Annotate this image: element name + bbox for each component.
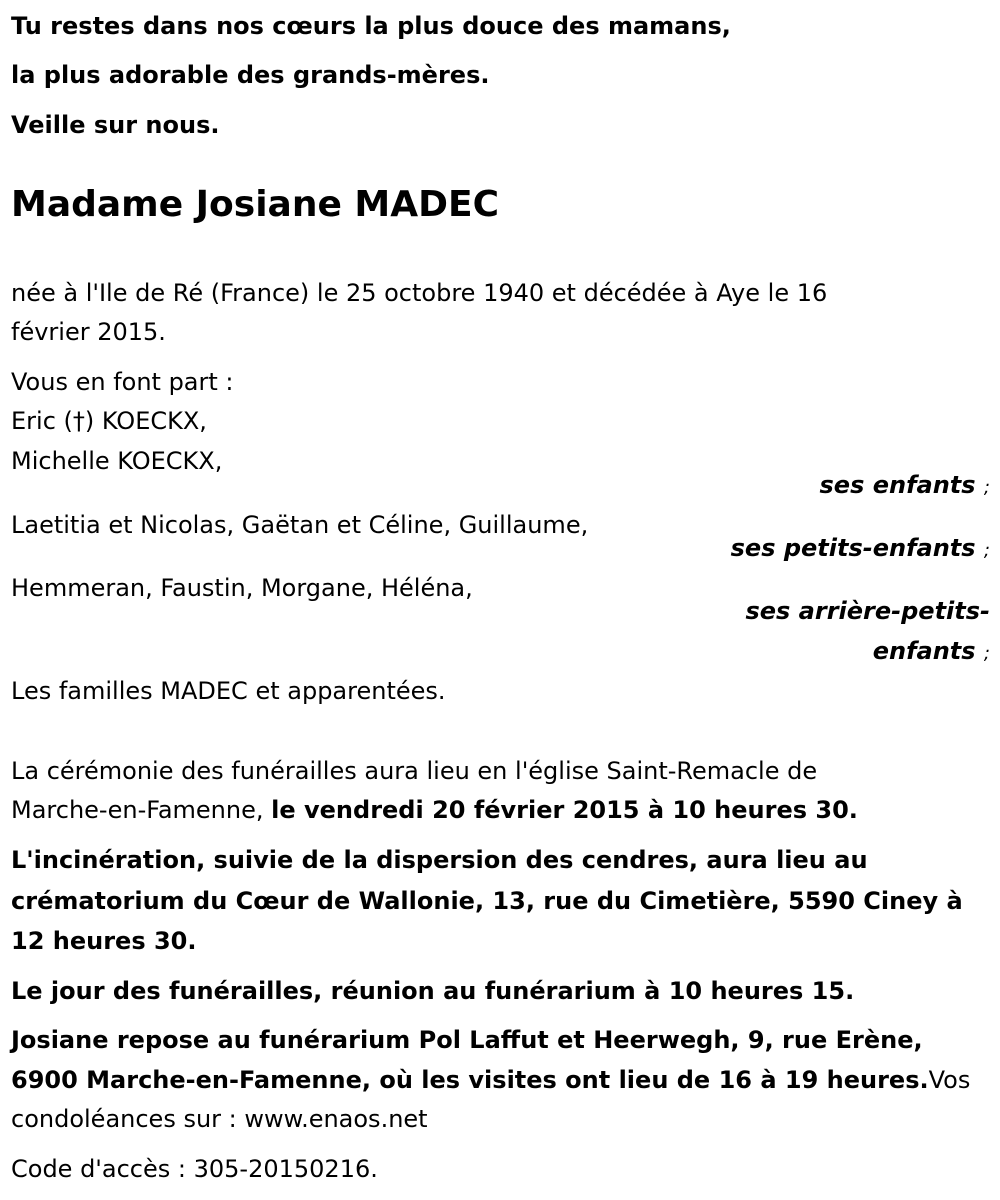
ceremony-line-1: La cérémonie des funérailles aura lieu en l'église Saint-Remacle de	[11, 757, 818, 785]
epitaph-line-3: Veille sur nous.	[11, 111, 220, 139]
relation-grandchildren	[731, 528, 990, 571]
birth-death-line-2: février 2015.	[11, 318, 166, 346]
epitaph-line-2: la plus adorable des grands-mères.	[11, 61, 490, 89]
relation-separator: ;	[983, 643, 990, 664]
families-line: Les familles MADEC et apparentées.	[11, 677, 446, 705]
announcement-intro: Vous en font part :	[11, 368, 234, 396]
repose-line-1: Josiane repose au funérarium Pol Laffut et Heerwegh, 9, rue Erène,	[11, 1026, 923, 1054]
birth-death-line-1: née à l'Ile de Ré (France) le 25 octobre 1940 et décédée à Aye le 16	[11, 279, 828, 307]
grandchildren-names: Laetitia et Nicolas, Gaëtan et Céline, Guillaume,	[11, 511, 589, 539]
relation-children	[820, 465, 990, 508]
epitaph-line-1: Tu restes dans nos cœurs la plus douce des mamans,	[11, 12, 731, 40]
gathering-line: Le jour des funérailles, réunion au funérarium à 10 heures 15.	[11, 977, 855, 1005]
relation-great-grandchildren-line-2	[873, 631, 990, 674]
cremation-line-2: crématorium du Cœur de Wallonie, 13, rue du Cimetière, 5590 Ciney à	[11, 887, 963, 915]
access-code: Code d'accès : 305-20150216.	[11, 1155, 378, 1183]
ceremony-date: le vendredi 20 février 2015 à 10 heures 30.	[271, 796, 858, 824]
relation-great-grandchildren-line-1: ses arrière-petits-	[745, 597, 990, 625]
relation-children-label: ses enfants	[819, 471, 976, 499]
visits-info: 6900 Marche-en-Famenne, où les visites ont lieu de 16 à 19 heures.	[11, 1066, 929, 1094]
ceremony-place: Marche-en-Famenne,	[11, 796, 264, 824]
condolences-start: Vos	[928, 1066, 971, 1094]
deceased-name: Madame Josiane MADEC	[11, 184, 499, 225]
relation-grandchildren-label: ses petits-enfants	[730, 534, 976, 562]
child-eric: Eric (†) KOECKX,	[11, 407, 207, 435]
relation-great-grandchildren-label: enfants	[872, 637, 976, 665]
relation-separator: ;	[983, 477, 990, 498]
great-grandchildren-names: Hemmeran, Faustin, Morgane, Héléna,	[11, 574, 473, 602]
relation-separator: ;	[983, 540, 990, 561]
child-michelle: Michelle KOECKX,	[11, 447, 223, 475]
repose-line-2	[11, 1060, 990, 1100]
cremation-line-3: 12 heures 30.	[11, 927, 197, 955]
condolences-line: condoléances sur : www.enaos.net	[11, 1105, 428, 1133]
ceremony-line-2	[11, 790, 990, 830]
cremation-line-1: L'incinération, suivie de la dispersion des cendres, aura lieu au	[11, 846, 868, 874]
